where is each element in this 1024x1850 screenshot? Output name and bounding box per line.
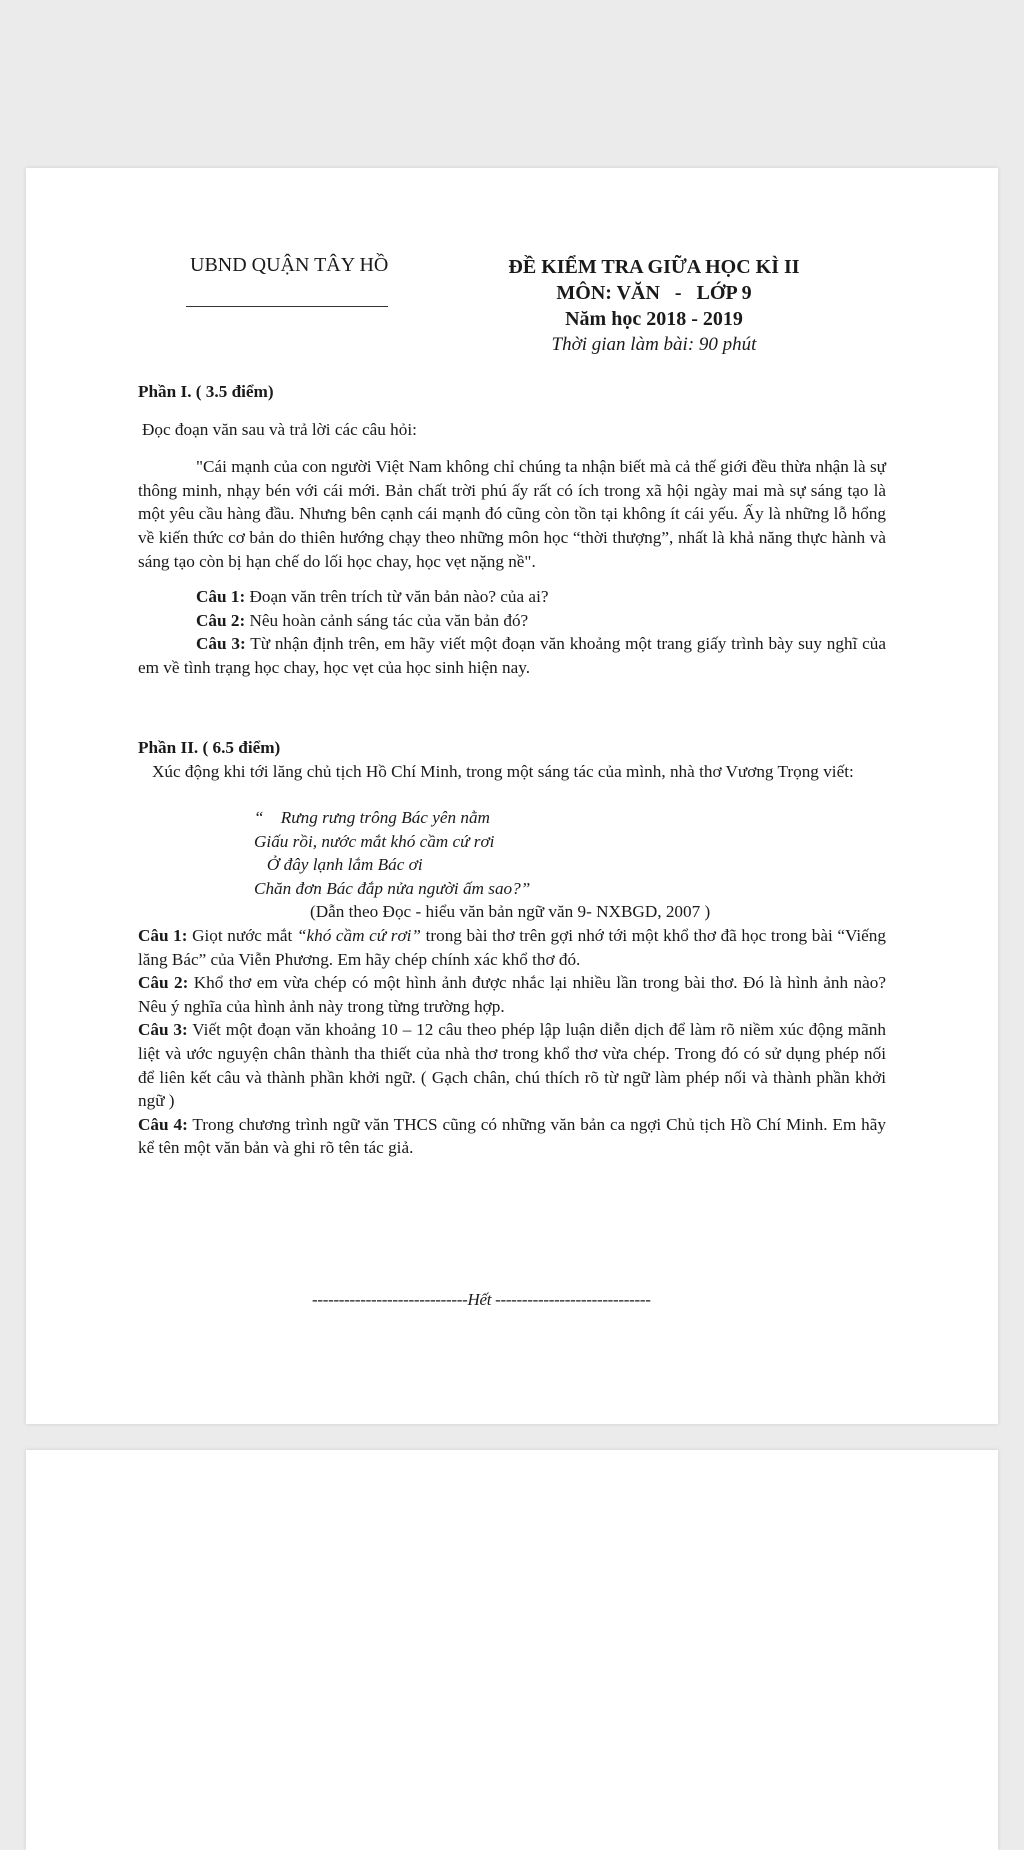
part-1-heading: Phần I. ( 3.5 điểm) (138, 382, 274, 401)
issuing-authority: UBND QUẬN TÂY HỒ (190, 254, 389, 276)
question-text: Viết một đoạn văn khoảng 10 – 12 câu theo phép lập luận diễn dịch để làm rõ niềm xúc động mãnh liệt và ước nguyện chân thành tha thiết của nhà thơ trong khổ thơ vừa chép. Trong đó có sử dụng phép nối để liên kết câu và thành phần khởi ngữ. ( Gạch chân, chú thích rõ từ ngữ làm phép nối và thành phần khởi ngữ ) (138, 1020, 886, 1111)
question-text: Giọt nước mắt (187, 926, 297, 945)
part-2-question-4 (138, 1113, 886, 1160)
part-1-passage: "Cái mạnh của con người Việt Nam không chỉ chúng ta nhận biết mà cả thế giới đều thừa nhận là sự thông minh, nhạy bén với cái mới. Bản chất trời phú ấy rất có ích trong xã hội ngày mai mà sự sáng tạo là một yêu cầu hàng đầu. Nhưng bên cạnh cái mạnh đó cũng còn tồn tại không ít cái yếu. Ấy là những lỗ hổng về kiến thức cơ bản do thiên hướng chạy theo những môn học “thời thượng”, nhất là khả năng thực hành và sáng tạo còn bị hạn chế do lối học chay, học vẹt nặng nề". (138, 457, 886, 571)
document-page-1 (26, 168, 998, 1424)
part-1-instruction: Đọc đoạn văn sau và trả lời các câu hỏi: (142, 419, 417, 439)
part-2-questions (138, 924, 886, 1160)
poem-excerpt (254, 806, 530, 900)
question-text: Khổ thơ em vừa chép có một hình ảnh được nhắc lại nhiều lần trong bài thơ. Đó là hình ảnh nào? Nêu ý nghĩa của hình ảnh này trong từng trường hợp. (138, 973, 886, 1016)
question-label: Câu 3: (138, 1020, 188, 1040)
question-label: Câu 1: (196, 587, 246, 607)
part-2-section (138, 736, 886, 783)
question-text: Nêu hoàn cảnh sáng tác của văn bản đó? (245, 610, 529, 630)
question-text: Từ nhận định trên, em hãy viết một đoạn văn khoảng một trang giấy trình bày suy nghĩ của em về tình trạng học chay, học vẹt của học sinh hiện nay. (138, 634, 886, 677)
question-label: Câu 2: (138, 973, 189, 993)
question-label: Câu 2: (196, 610, 246, 630)
part-1-question (138, 632, 886, 679)
part-1-question (138, 609, 886, 633)
part-1-section (138, 380, 886, 680)
part-2-question-2 (138, 971, 886, 1018)
end-marker (312, 1290, 651, 1310)
end-word: Hết (467, 1290, 492, 1309)
exam-title: ĐỀ KIỂM TRA GIỮA HỌC KÌ II (508, 256, 800, 278)
poem-line: “ Rưng rưng trông Bác yên nằm (254, 808, 490, 827)
exam-school-year: Năm học 2018 - 2019 (565, 308, 743, 330)
question-label: Câu 3: (196, 634, 246, 654)
part-1-questions (138, 585, 886, 679)
question-text: Trong chương trình ngữ văn THCS cũng có những văn bản ca ngợi Chủ tịch Hồ Chí Minh. Em hãy kể tên một văn bản và ghi rõ tên tác giả. (138, 1114, 886, 1158)
poem-line: Giấu rồi, nước mắt khó cầm cứ rơi (254, 831, 495, 851)
part-2-question-1 (138, 924, 886, 971)
exam-subject: MÔN: VĂN - LỚP 9 (556, 282, 752, 304)
document-page-2 (26, 1450, 998, 1850)
exam-header (474, 254, 834, 358)
end-dashes-left: ----------------------------- (312, 1290, 468, 1309)
question-label: Câu 4: (138, 1114, 188, 1134)
poem-line: Ở đây lạnh lắm Bác ơi (254, 855, 423, 875)
part-2-intro: Xúc động khi tới lăng chủ tịch Hồ Chí Minh, trong một sáng tác của mình, nhà thơ Vương Trọng viết: (152, 761, 854, 781)
end-dashes-right: ----------------------------- (491, 1290, 651, 1309)
header-underline (186, 306, 388, 307)
question-label: Câu 1: (138, 926, 188, 945)
poem-line: Chăn đơn Bác đắp nửa người ấm sao?” (254, 878, 531, 898)
question-text: trong bài thơ trên gợi nhớ tới một khổ thơ đã học trong bài “Viếng lăng Bác” của Viễn Phương. Em hãy chép chính xác khổ thơ đó. (138, 926, 886, 969)
question-text: Đoạn văn trên trích từ văn bản nào? của ai? (245, 587, 549, 607)
part-2-heading: Phần II. ( 6.5 điểm) (138, 738, 281, 757)
part-2-question-3 (138, 1018, 886, 1112)
poem-citation: (Dẫn theo Đọc - hiểu văn bản ngữ văn 9- NXBGD, 2007 ) (310, 902, 711, 921)
question-quote: “khó cầm cứ rơi” (296, 926, 421, 945)
part-1-question (138, 585, 886, 609)
exam-duration: Thời gian làm bài: 90 phút (551, 334, 757, 355)
